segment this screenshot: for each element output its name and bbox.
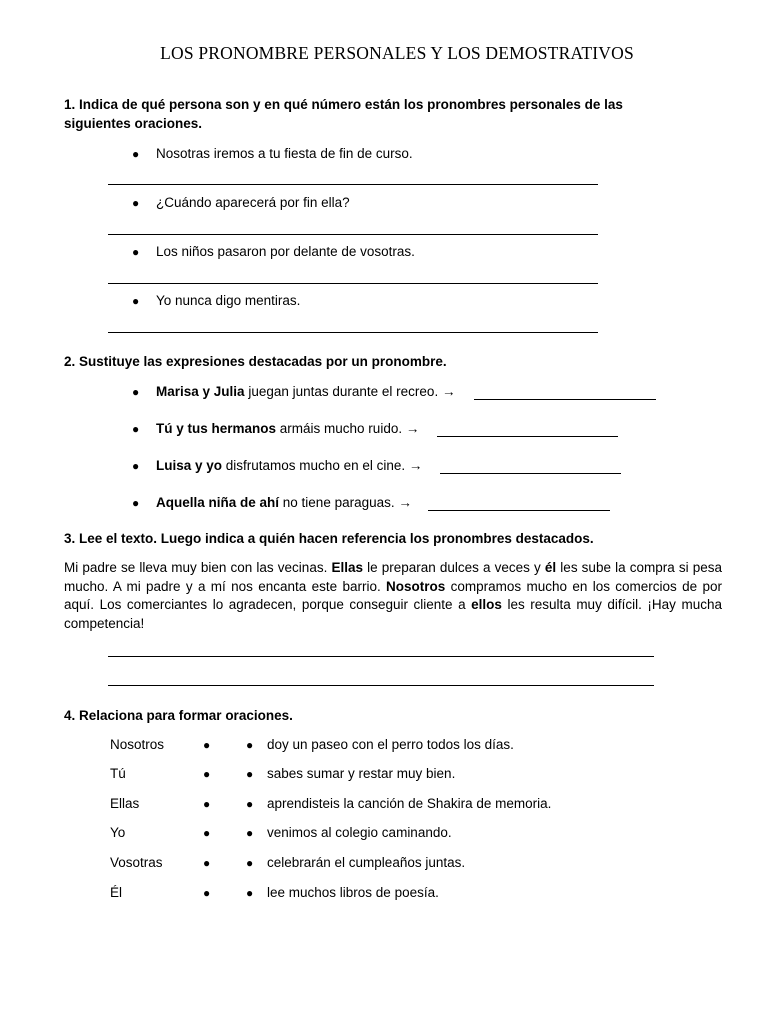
highlighted-pronoun: Nosotros bbox=[386, 578, 446, 594]
highlighted-pronoun: ellos bbox=[471, 597, 502, 612]
arrow-icon: → bbox=[408, 458, 423, 473]
answer-line[interactable] bbox=[437, 436, 618, 437]
match-dot-right[interactable]: ● bbox=[246, 738, 254, 752]
pronoun-item: Vosotras bbox=[110, 855, 163, 870]
answer-line[interactable] bbox=[440, 473, 621, 474]
match-dot-left[interactable]: ● bbox=[203, 767, 211, 781]
sentence-ending: aprendisteis la canción de Shakira de memoria. bbox=[267, 796, 552, 811]
sentence-ending: venimos al colegio caminando. bbox=[267, 825, 452, 840]
sentence-rest: juegan juntas durante el recreo. bbox=[244, 384, 442, 399]
q1-heading-line2: siguientes oraciones. bbox=[64, 116, 203, 131]
sentence-rest: armáis mucho ruido. bbox=[276, 421, 406, 436]
answer-line[interactable] bbox=[428, 510, 610, 511]
q2-item bbox=[156, 458, 422, 473]
bullet-icon: ● bbox=[132, 147, 140, 161]
pronoun-item: Él bbox=[110, 885, 123, 900]
q1-item: Nosotras iremos a tu fiesta de fin de curso. bbox=[156, 146, 413, 161]
match-dot-left[interactable]: ● bbox=[203, 797, 211, 811]
bullet-icon: ● bbox=[132, 245, 140, 259]
highlighted-pronoun: él bbox=[544, 560, 557, 575]
match-dot-left[interactable]: ● bbox=[203, 886, 211, 900]
answer-line[interactable] bbox=[108, 685, 654, 686]
q1-item: ¿Cuándo aparecerá por fin ella? bbox=[156, 195, 350, 210]
match-dot-left[interactable]: ● bbox=[203, 826, 211, 840]
sentence-rest: no tiene paraguas. bbox=[279, 495, 399, 510]
answer-line[interactable] bbox=[108, 234, 598, 235]
q2-item bbox=[156, 384, 455, 399]
reading-text: Mi padre se lleva muy bien con las vecinas. Ellas le preparan dulces a veces y él les sube la compra si pesa mucho. A mi padre y a mí nos encanta este barrio. Nosotros compramos mucho en los comercios de por aquí. Los comerciantes lo agradecen, porque conseguir cliente a ellos les resulta muy difícil. ¡Hay mucha competencia! bbox=[64, 560, 722, 631]
pronoun-item: Yo bbox=[110, 825, 126, 840]
bullet-icon: ● bbox=[132, 496, 140, 510]
pronoun-item: Nosotros bbox=[110, 737, 165, 752]
q1-heading-line1: 1. Indica de qué persona son y en qué número están los pronombres personales de las bbox=[64, 97, 623, 112]
match-dot-right[interactable]: ● bbox=[246, 826, 254, 840]
highlighted-expression: Tú y tus hermanos bbox=[156, 421, 277, 436]
sentence-ending: doy un paseo con el perro todos los días. bbox=[267, 737, 514, 752]
bullet-icon: ● bbox=[132, 196, 140, 210]
bullet-icon: ● bbox=[132, 422, 140, 436]
q1-item: Los niños pasaron por delante de vosotras. bbox=[156, 244, 415, 259]
highlighted-expression: Marisa y Julia bbox=[156, 384, 245, 399]
sentence-ending: lee muchos libros de poesía. bbox=[267, 885, 439, 900]
bullet-icon: ● bbox=[132, 385, 140, 399]
answer-line[interactable] bbox=[474, 399, 656, 400]
highlighted-expression: Aquella niña de ahí bbox=[156, 495, 280, 510]
q2-item bbox=[156, 421, 419, 436]
sentence-ending: celebrarán el cumpleaños juntas. bbox=[267, 855, 466, 870]
match-dot-left[interactable]: ● bbox=[203, 856, 211, 870]
q2-heading: 2. Sustituye las expresiones destacadas por un pronombre. bbox=[64, 354, 447, 369]
match-dot-left[interactable]: ● bbox=[203, 738, 211, 752]
bullet-icon: ● bbox=[132, 294, 140, 308]
q2-item bbox=[156, 495, 412, 510]
q4-heading: 4. Relaciona para formar oraciones. bbox=[64, 708, 293, 723]
q3-heading: 3. Lee el texto. Luego indica a quién hacen referencia los pronombres destacados. bbox=[64, 531, 594, 546]
answer-line[interactable] bbox=[108, 283, 598, 284]
match-dot-right[interactable]: ● bbox=[246, 856, 254, 870]
q1-item: Yo nunca digo mentiras. bbox=[156, 293, 301, 308]
answer-line[interactable] bbox=[108, 332, 598, 333]
match-dot-right[interactable]: ● bbox=[246, 886, 254, 900]
arrow-icon: → bbox=[405, 421, 420, 436]
arrow-icon: → bbox=[441, 384, 456, 399]
pronoun-item: Tú bbox=[110, 766, 126, 781]
page-title: LOS PRONOMBRE PERSONALES Y LOS DEMOSTRATIVOS bbox=[160, 43, 634, 63]
bullet-icon: ● bbox=[132, 459, 140, 473]
sentence-ending: sabes sumar y restar muy bien. bbox=[267, 766, 456, 781]
highlighted-pronoun: Ellas bbox=[331, 560, 363, 575]
pronoun-item: Ellas bbox=[110, 796, 140, 811]
highlighted-expression: Luisa y yo bbox=[156, 458, 223, 473]
arrow-icon: → bbox=[398, 495, 412, 510]
answer-line[interactable] bbox=[108, 184, 598, 185]
answer-line[interactable] bbox=[108, 656, 654, 657]
sentence-rest: disfrutamos mucho en el cine. bbox=[222, 458, 409, 473]
match-dot-right[interactable]: ● bbox=[246, 797, 254, 811]
match-dot-right[interactable]: ● bbox=[246, 767, 254, 781]
